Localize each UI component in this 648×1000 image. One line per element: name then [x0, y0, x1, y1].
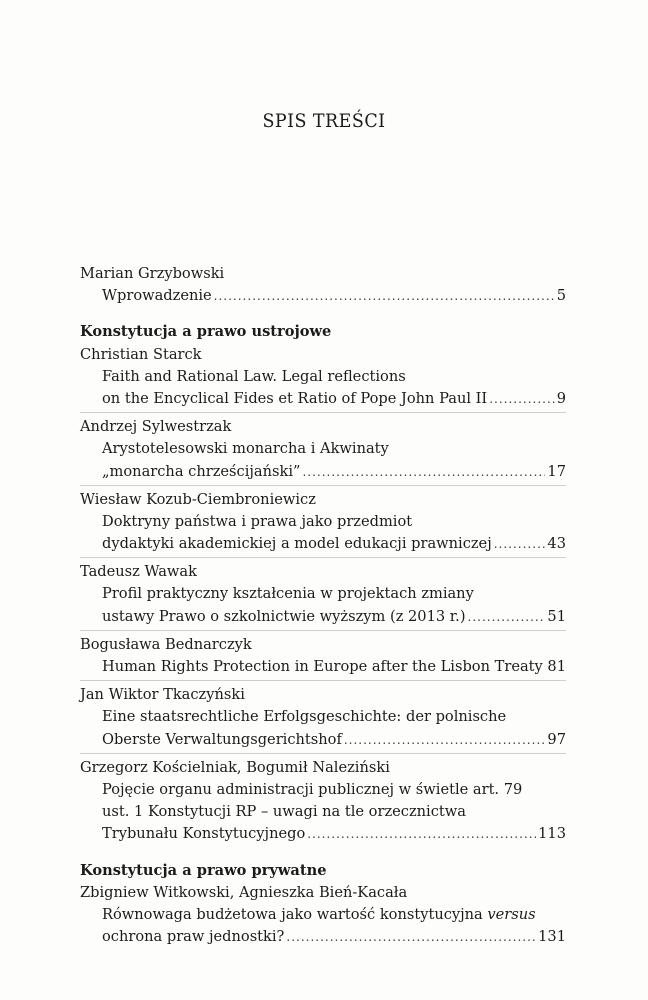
entry-title-line	[80, 904, 566, 926]
dot-leader	[286, 926, 536, 948]
entry-title: Trybunału Konstytucyjnego	[102, 825, 306, 843]
entry-title: ustawy Prawo o szkolnictwie wyższym (z 2013 r.)	[102, 607, 466, 625]
toc-entry-intro	[80, 263, 566, 307]
toc-line	[80, 533, 566, 555]
toc-line	[80, 926, 566, 948]
dot-leader	[344, 729, 546, 751]
entry-title-line: Pojęcie organu administracji publicznej w świetle art. 79	[102, 780, 523, 798]
entry-author: Tadeusz Wawak	[80, 563, 197, 581]
dot-leader	[545, 656, 546, 678]
toc-entry	[80, 680, 566, 751]
page-number: 81	[547, 658, 566, 675]
toc-line	[80, 461, 566, 483]
section-heading-1: Konstytucja a prawo ustrojowe	[80, 323, 332, 341]
entry-title-italic: versus	[487, 905, 536, 923]
entry-title-line: Arystotelesowski monarcha i Akwinaty	[102, 440, 389, 458]
entry-title-line: ust. 1 Konstytucji RP – uwagi na tle orzecznictwa	[102, 803, 466, 821]
table-of-contents	[80, 263, 566, 948]
entry-title: Human Rights Protection in Europe after the Lisbon Treaty	[102, 658, 543, 675]
toc-line	[80, 388, 566, 410]
toc-line	[80, 656, 566, 678]
dot-leader	[494, 533, 546, 555]
section-heading-2: Konstytucja a prawo prywatne	[80, 861, 327, 879]
toc-entry	[80, 485, 566, 556]
entry-author: Bogusława Bednarczyk	[80, 635, 252, 653]
entry-author: Wiesław Kozub-Ciembroniewicz	[80, 490, 316, 508]
page-number: 9	[556, 389, 566, 407]
page-number: 51	[547, 607, 566, 625]
page-title: SPIS TREŚCI	[262, 110, 386, 132]
entry-title-line: Profil praktyczny kształcenia w projektach zmiany	[102, 585, 474, 603]
toc-line	[80, 729, 566, 751]
toc-line	[80, 823, 566, 845]
page-number: 131	[538, 928, 566, 946]
page-number: 43	[547, 535, 566, 553]
entry-title-line: Faith and Rational Law. Legal reflections	[102, 367, 406, 385]
entry-author: Andrzej Sylwestrzak	[80, 418, 232, 436]
toc-entry	[80, 557, 566, 628]
entry-title: ochrona praw jednostki?	[102, 928, 285, 946]
page-number: 113	[538, 825, 566, 843]
entry-title: Oberste Verwaltungsgerichtshof	[102, 730, 342, 748]
entry-title-line: Doktryny państwa i prawa jako przedmiot	[102, 512, 413, 530]
entry-title: dydaktyki akademickiej a model edukacji prawniczej	[102, 535, 492, 553]
entry-title-text: Równowaga budżetowa jako wartość konstytucyjna	[102, 905, 488, 923]
toc-entry	[80, 412, 566, 483]
entry-title: Wprowadzenie	[102, 287, 212, 305]
toc-entry	[80, 882, 566, 949]
entry-author: Grzegorz Kościelniak, Bogumił Naleziński	[80, 758, 390, 776]
entry-author: Zbigniew Witkowski, Agnieszka Bień-Kacała	[80, 883, 408, 901]
toc-line	[80, 285, 566, 307]
toc-entry	[80, 753, 566, 846]
entry-title: „monarcha chrześcijański”	[102, 462, 301, 480]
dot-leader	[302, 461, 545, 483]
page-number: 97	[547, 730, 566, 748]
toc-line	[80, 606, 566, 628]
entry-title: on the Encyclical Fides et Ratio of Pope John Paul II	[102, 389, 488, 407]
entry-author: Marian Grzybowski	[80, 265, 225, 282]
entry-author: Christian Starck	[80, 345, 202, 363]
dot-leader	[214, 285, 555, 307]
entry-title-line: Eine staatsrechtliche Erfolgsgeschichte: der polnische	[102, 708, 507, 726]
toc-entry	[80, 630, 566, 678]
page-number: 17	[547, 462, 566, 480]
dot-leader	[307, 823, 536, 845]
page-number: 5	[556, 287, 566, 305]
entry-author: Jan Wiktor Tkaczyński	[80, 686, 245, 704]
toc-entry	[80, 344, 566, 411]
dot-leader	[468, 606, 546, 628]
dot-leader	[489, 388, 555, 410]
